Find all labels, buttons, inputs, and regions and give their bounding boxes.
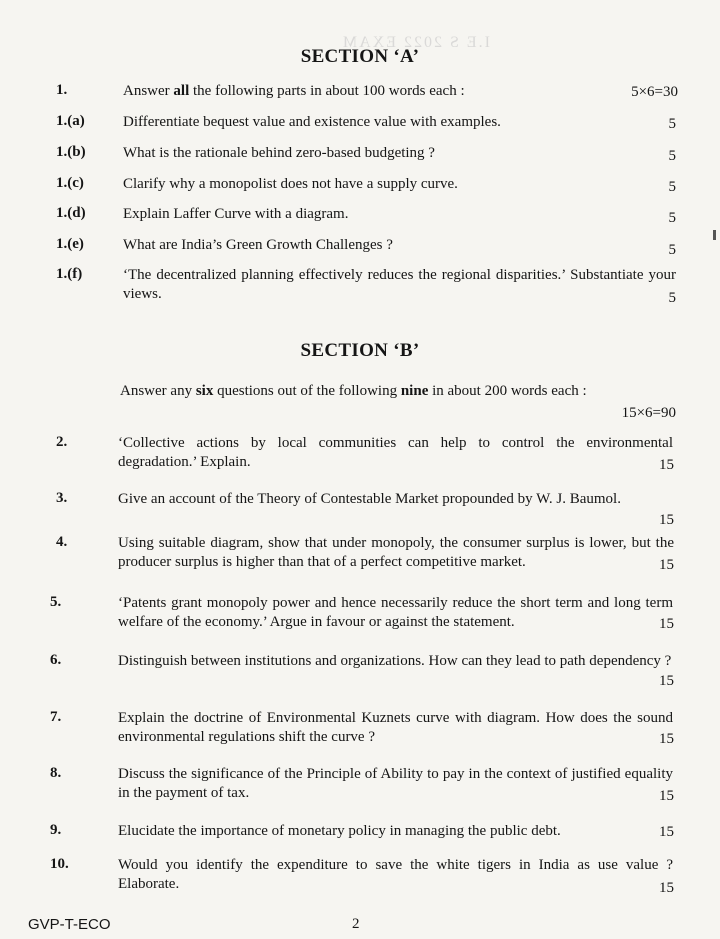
section-b-title: SECTION ‘B’ — [300, 340, 420, 361]
question-text: Discuss the significance of the Principle of Ability to pay in the context of justified equality in the payment of tax. — [118, 766, 673, 801]
question-marks: 15 — [659, 788, 674, 804]
part-marks: 5 — [668, 210, 676, 226]
section-b-marks: 15×6=90 — [621, 405, 676, 421]
part-marks: 5 — [668, 148, 676, 164]
question-marks: 15 — [659, 673, 674, 689]
question-text: Would you identify the expenditure to save the white tigers in India as use value ? Elaborate. — [118, 857, 673, 892]
question-marks: 15 — [659, 731, 674, 747]
question-marks: 15 — [659, 616, 674, 632]
part-marks: 5 — [668, 116, 676, 132]
part-marks: 5 — [668, 179, 676, 195]
question-text: Give an account of the Theory of Contestable Market propounded by W. J. Baumol. — [118, 491, 621, 507]
question-marks: 15 — [659, 557, 674, 573]
question-marks: 15 — [659, 512, 674, 528]
part-text: Differentiate bequest value and existence value with examples. — [123, 114, 501, 130]
part-text: What are India’s Green Growth Challenges ? — [123, 237, 393, 253]
question-text: Answer all the following parts in about 100 words each : — [123, 83, 465, 99]
part-text: Clarify why a monopolist does not have a supply curve. — [123, 176, 458, 192]
question-text: Explain the doctrine of Environmental Kuznets curve with diagram. How does the sound environmental regulations shift the curve ? — [118, 710, 673, 745]
part-marks: 5 — [668, 290, 676, 306]
question-marks: 15 — [659, 880, 674, 896]
question-number: 2. — [56, 434, 68, 450]
question-marks: 5×6=30 — [631, 84, 678, 100]
question-number: 5. — [50, 594, 62, 610]
section-b-instructions: Answer any six questions out of the following nine in about 200 words each : — [120, 383, 587, 399]
part-marks: 5 — [668, 242, 676, 258]
question-text: Using suitable diagram, show that under monopoly, the consumer surplus is lower, but the producer surplus is higher than that of a perfect competitive market. — [118, 535, 674, 570]
question-number: 3. — [56, 490, 68, 506]
question-text: ‘Patents grant monopoly power and hence necessarily reduce the short term and long term welfare of the economy.’ Argue in favour or against the statement. — [118, 595, 673, 630]
part-text: What is the rationale behind zero-based budgeting ? — [123, 145, 435, 161]
margin-mark — [713, 230, 716, 240]
section-a-title: SECTION ‘A’ — [300, 46, 420, 67]
question-number: 10. — [50, 856, 69, 872]
question-marks: 15 — [659, 457, 674, 473]
bleed-through-header: I.E S 2022 EXAM — [340, 34, 490, 51]
question-number: 6. — [50, 652, 62, 668]
question-marks: 15 — [659, 824, 674, 840]
part-number: 1.(d) — [56, 205, 86, 221]
part-number: 1.(e) — [56, 236, 84, 252]
question-text: Elucidate the importance of monetary policy in managing the public debt. — [118, 823, 561, 839]
part-text: Explain Laffer Curve with a diagram. — [123, 206, 349, 222]
question-number: 8. — [50, 765, 62, 781]
question-number: 7. — [50, 709, 62, 725]
question-number: 9. — [50, 822, 62, 838]
part-text: ‘The decentralized planning effectively reduces the regional disparities.’ Substantiate your views. — [123, 267, 676, 302]
question-number: 1. — [56, 82, 68, 98]
question-text: ‘Collective actions by local communities can help to control the environmental degradation.’ Explain. — [118, 435, 673, 470]
part-number: 1.(a) — [56, 113, 85, 129]
page-number: 2 — [352, 916, 360, 932]
part-number: 1.(b) — [56, 144, 86, 160]
question-text: Distinguish between institutions and organizations. How can they lead to path dependency ? — [118, 653, 672, 669]
paper-code: GVP-T-ECO — [28, 916, 111, 933]
part-number: 1.(c) — [56, 175, 84, 191]
question-number: 4. — [56, 534, 68, 550]
part-number: 1.(f) — [56, 266, 83, 282]
